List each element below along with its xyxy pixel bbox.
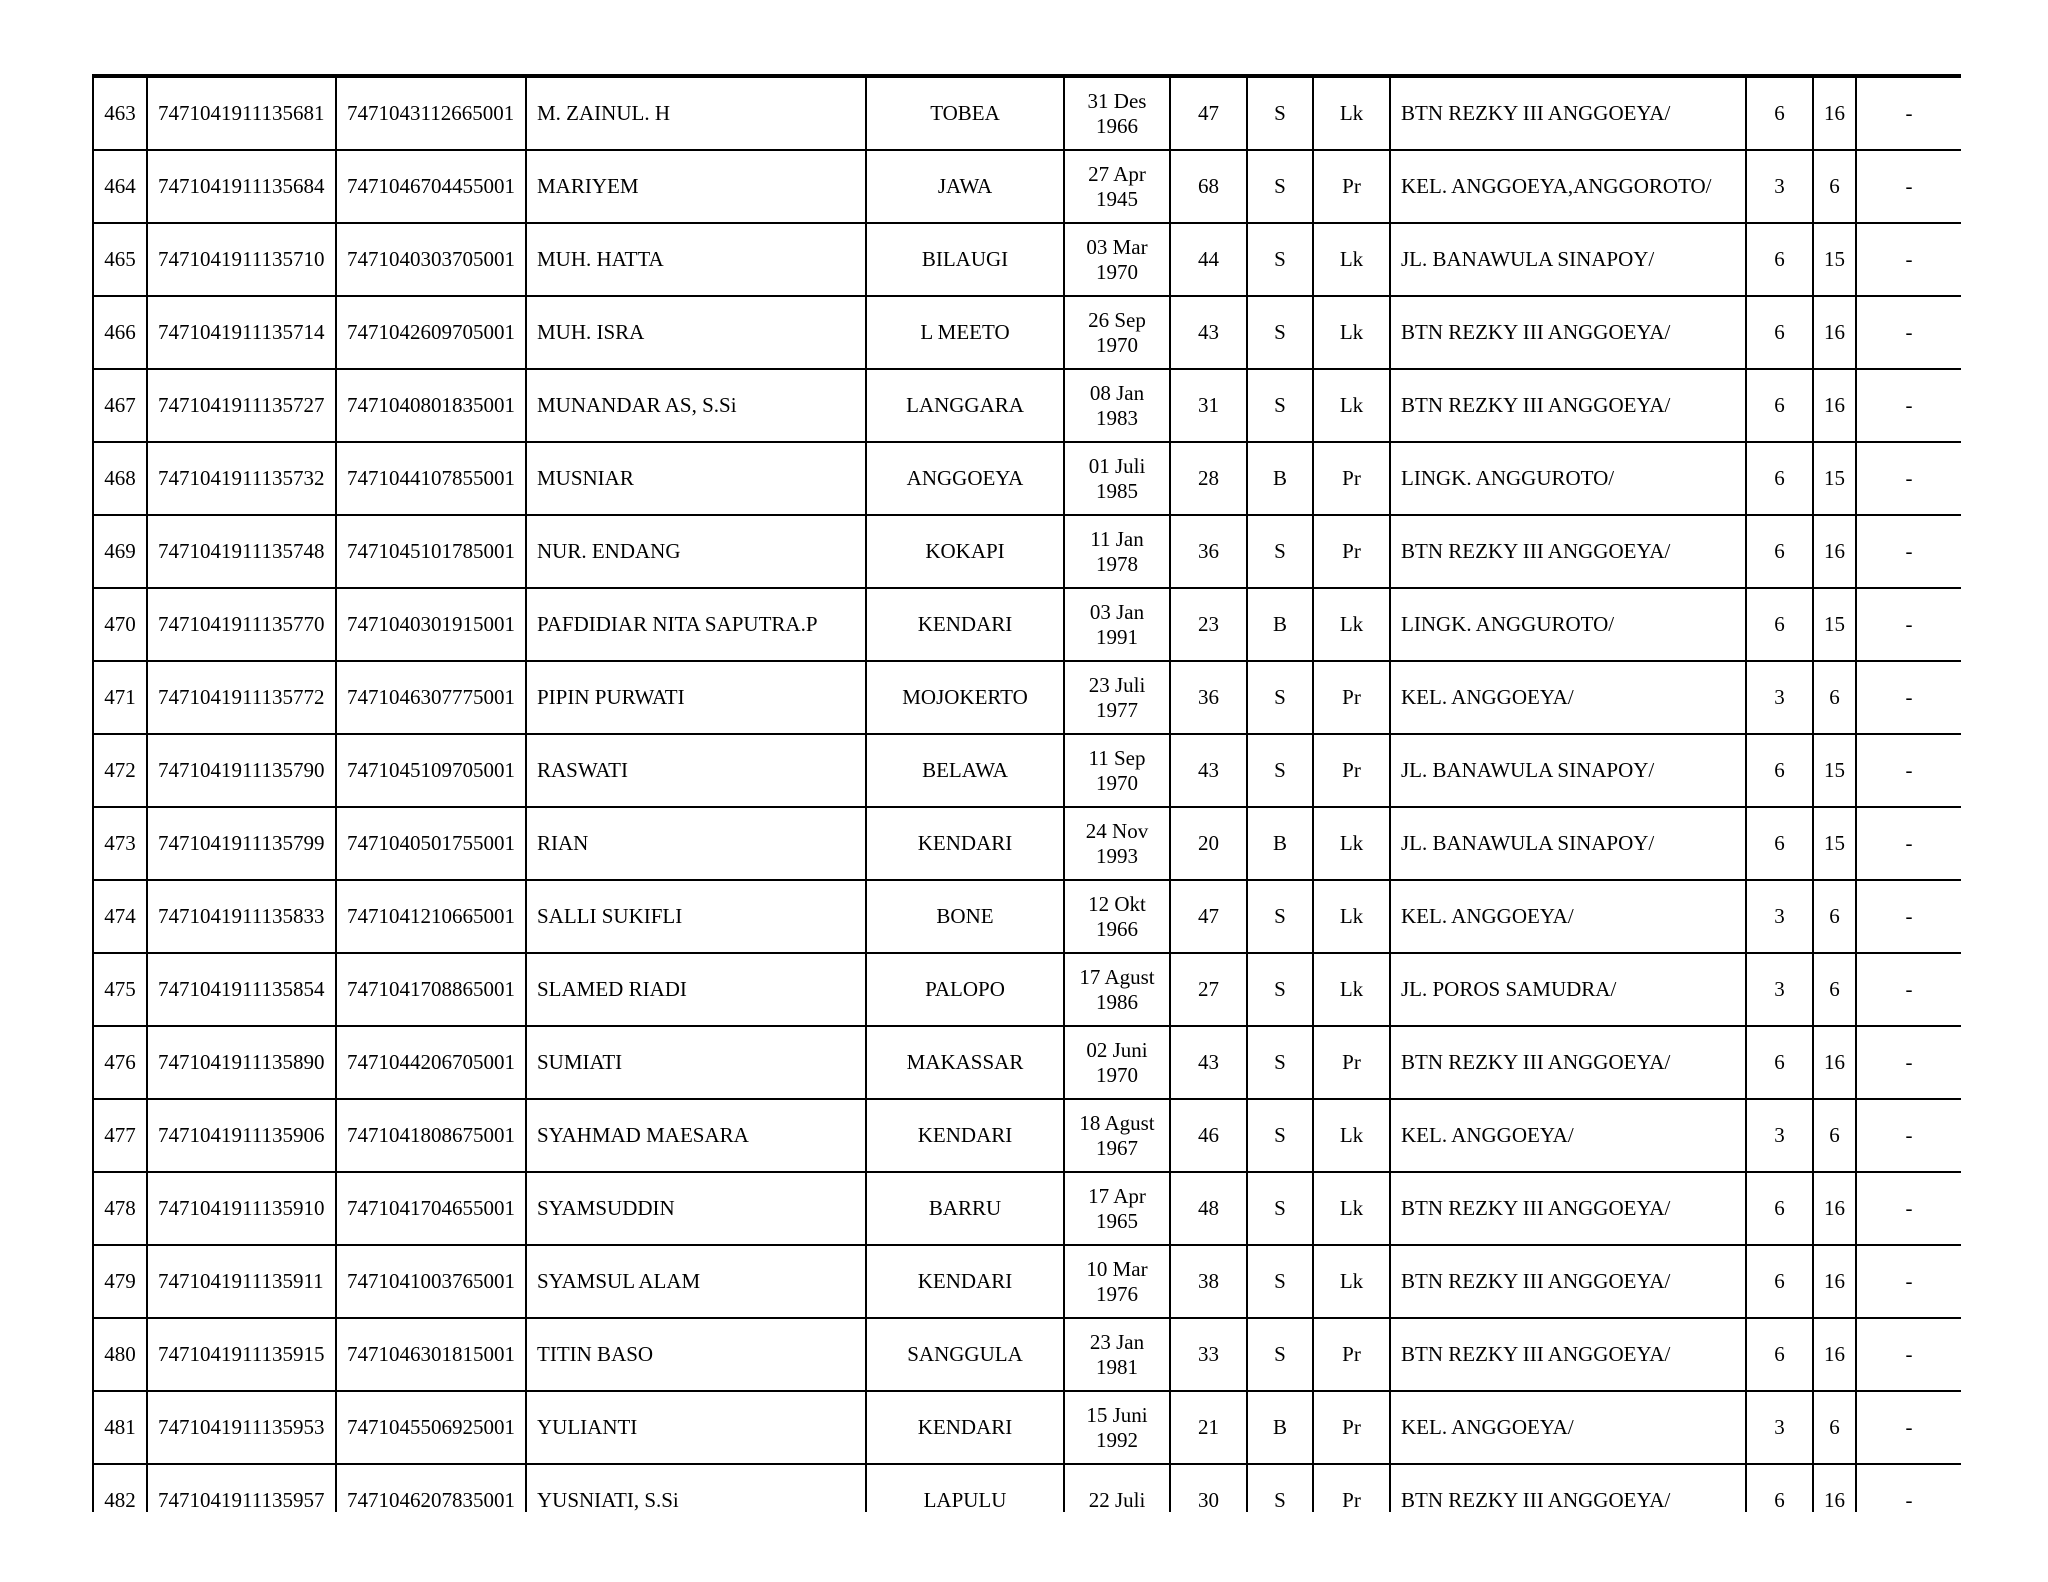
cell-nik: 7471043112665001	[336, 77, 526, 150]
cell-birthplace: ANGGOEYA	[866, 442, 1064, 515]
cell-marital-status: S	[1247, 880, 1313, 953]
cell-rt: 6	[1746, 1318, 1813, 1391]
cell-nkk: 7471041911135772	[147, 661, 336, 734]
cell-rw: 16	[1813, 1245, 1856, 1318]
cell-remarks: -	[1856, 661, 1961, 734]
cell-address: BTN REZKY III ANGGOEYA/	[1390, 1245, 1746, 1318]
cell-birthplace: MAKASSAR	[866, 1026, 1064, 1099]
cell-birthplace: BONE	[866, 880, 1064, 953]
cell-nik: 7471046704455001	[336, 150, 526, 223]
cell-name: MUH. ISRA	[526, 296, 866, 369]
cell-name: SALLI SUKIFLI	[526, 880, 866, 953]
cell-nik: 7471044107855001	[336, 442, 526, 515]
voter-list-sheet	[92, 76, 1961, 1512]
cell-row-number: 474	[93, 880, 147, 953]
cell-nik: 7471041003765001	[336, 1245, 526, 1318]
cell-birthplace: KENDARI	[866, 1099, 1064, 1172]
cell-age: 47	[1170, 77, 1247, 150]
cell-remarks: -	[1856, 515, 1961, 588]
table-row	[93, 296, 1961, 369]
cell-birthdate: 22 Juli	[1064, 1464, 1170, 1512]
table-row	[93, 588, 1961, 661]
cell-rw: 16	[1813, 1464, 1856, 1512]
cell-age: 68	[1170, 150, 1247, 223]
cell-marital-status: S	[1247, 150, 1313, 223]
cell-birthplace: LAPULU	[866, 1464, 1064, 1512]
cell-birthdate: 24 Nov 1993	[1064, 807, 1170, 880]
cell-nik: 7471041210665001	[336, 880, 526, 953]
cell-birthplace: BELAWA	[866, 734, 1064, 807]
cell-gender: Pr	[1313, 150, 1390, 223]
cell-address: KEL. ANGGOEYA/	[1390, 880, 1746, 953]
cell-marital-status: S	[1247, 1245, 1313, 1318]
cell-name: YUSNIATI, S.Si	[526, 1464, 866, 1512]
cell-gender: Pr	[1313, 734, 1390, 807]
cell-rw: 16	[1813, 1026, 1856, 1099]
cell-remarks: -	[1856, 953, 1961, 1026]
cell-rt: 3	[1746, 150, 1813, 223]
cell-name: M. ZAINUL. H	[526, 77, 866, 150]
cell-name: SLAMED RIADI	[526, 953, 866, 1026]
cell-remarks: -	[1856, 880, 1961, 953]
cell-rt: 3	[1746, 661, 1813, 734]
cell-nkk: 7471041911135953	[147, 1391, 336, 1464]
cell-nik: 7471045109705001	[336, 734, 526, 807]
cell-row-number: 468	[93, 442, 147, 515]
cell-remarks: -	[1856, 150, 1961, 223]
cell-marital-status: S	[1247, 1026, 1313, 1099]
cell-birthdate: 23 Juli 1977	[1064, 661, 1170, 734]
cell-birthplace: PALOPO	[866, 953, 1064, 1026]
cell-rw: 16	[1813, 515, 1856, 588]
cell-birthplace: KENDARI	[866, 1245, 1064, 1318]
cell-row-number: 469	[93, 515, 147, 588]
cell-nkk: 7471041911135890	[147, 1026, 336, 1099]
cell-rt: 6	[1746, 369, 1813, 442]
cell-birthplace: KOKAPI	[866, 515, 1064, 588]
cell-birthdate: 31 Des 1966	[1064, 77, 1170, 150]
cell-name: RIAN	[526, 807, 866, 880]
cell-age: 36	[1170, 661, 1247, 734]
cell-marital-status: S	[1247, 1099, 1313, 1172]
cell-marital-status: B	[1247, 1391, 1313, 1464]
cell-name: SYAHMAD MAESARA	[526, 1099, 866, 1172]
cell-rt: 3	[1746, 953, 1813, 1026]
cell-birthdate: 23 Jan 1981	[1064, 1318, 1170, 1391]
cell-marital-status: S	[1247, 296, 1313, 369]
cell-birthdate: 27 Apr 1945	[1064, 150, 1170, 223]
cell-birthplace: TOBEA	[866, 77, 1064, 150]
cell-marital-status: S	[1247, 369, 1313, 442]
cell-birthdate: 12 Okt 1966	[1064, 880, 1170, 953]
cell-nik: 7471046301815001	[336, 1318, 526, 1391]
cell-name: SYAMSUDDIN	[526, 1172, 866, 1245]
cell-marital-status: S	[1247, 77, 1313, 150]
cell-address: BTN REZKY III ANGGOEYA/	[1390, 515, 1746, 588]
cell-remarks: -	[1856, 296, 1961, 369]
cell-address: LINGK. ANGGUROTO/	[1390, 588, 1746, 661]
cell-nik: 7471046207835001	[336, 1464, 526, 1512]
cell-gender: Pr	[1313, 1391, 1390, 1464]
cell-row-number: 463	[93, 77, 147, 150]
cell-address: JL. BANAWULA SINAPOY/	[1390, 807, 1746, 880]
cell-birthdate: 15 Juni 1992	[1064, 1391, 1170, 1464]
cell-marital-status: B	[1247, 588, 1313, 661]
cell-age: 38	[1170, 1245, 1247, 1318]
table-row	[93, 880, 1961, 953]
cell-row-number: 472	[93, 734, 147, 807]
cell-birthdate: 18 Agust 1967	[1064, 1099, 1170, 1172]
cell-gender: Lk	[1313, 296, 1390, 369]
cell-row-number: 475	[93, 953, 147, 1026]
cell-rt: 6	[1746, 515, 1813, 588]
cell-birthdate: 11 Sep 1970	[1064, 734, 1170, 807]
cell-name: MUSNIAR	[526, 442, 866, 515]
table-row	[93, 1172, 1961, 1245]
table-row	[93, 77, 1961, 150]
cell-name: RASWATI	[526, 734, 866, 807]
cell-age: 43	[1170, 1026, 1247, 1099]
cell-age: 44	[1170, 223, 1247, 296]
cell-rt: 6	[1746, 1245, 1813, 1318]
cell-nkk: 7471041911135710	[147, 223, 336, 296]
cell-rt: 6	[1746, 734, 1813, 807]
cell-address: BTN REZKY III ANGGOEYA/	[1390, 1172, 1746, 1245]
cell-age: 47	[1170, 880, 1247, 953]
cell-age: 27	[1170, 953, 1247, 1026]
cell-address: BTN REZKY III ANGGOEYA/	[1390, 77, 1746, 150]
cell-birthdate: 10 Mar 1976	[1064, 1245, 1170, 1318]
cell-gender: Pr	[1313, 1464, 1390, 1512]
cell-birthplace: JAWA	[866, 150, 1064, 223]
cell-gender: Lk	[1313, 880, 1390, 953]
cell-age: 36	[1170, 515, 1247, 588]
cell-name: MUH. HATTA	[526, 223, 866, 296]
voter-table	[92, 76, 1961, 1512]
cell-gender: Lk	[1313, 807, 1390, 880]
cell-rw: 6	[1813, 150, 1856, 223]
cell-marital-status: S	[1247, 1318, 1313, 1391]
cell-rw: 15	[1813, 588, 1856, 661]
table-row	[93, 1391, 1961, 1464]
cell-remarks: -	[1856, 1464, 1961, 1512]
cell-nik: 7471040801835001	[336, 369, 526, 442]
cell-rt: 6	[1746, 1026, 1813, 1099]
cell-row-number: 465	[93, 223, 147, 296]
cell-row-number: 476	[93, 1026, 147, 1099]
table-row	[93, 1245, 1961, 1318]
cell-gender: Lk	[1313, 588, 1390, 661]
cell-gender: Lk	[1313, 1099, 1390, 1172]
cell-row-number: 478	[93, 1172, 147, 1245]
cell-remarks: -	[1856, 1026, 1961, 1099]
cell-rt: 6	[1746, 223, 1813, 296]
cell-age: 33	[1170, 1318, 1247, 1391]
cell-nik: 7471041808675001	[336, 1099, 526, 1172]
cell-address: BTN REZKY III ANGGOEYA/	[1390, 1318, 1746, 1391]
table-row	[93, 1464, 1961, 1512]
cell-age: 23	[1170, 588, 1247, 661]
cell-gender: Lk	[1313, 953, 1390, 1026]
cell-rt: 6	[1746, 807, 1813, 880]
cell-remarks: -	[1856, 588, 1961, 661]
cell-rw: 16	[1813, 369, 1856, 442]
cell-row-number: 479	[93, 1245, 147, 1318]
cell-rt: 3	[1746, 880, 1813, 953]
cell-rw: 16	[1813, 77, 1856, 150]
cell-remarks: -	[1856, 734, 1961, 807]
cell-nik: 7471040303705001	[336, 223, 526, 296]
cell-row-number: 482	[93, 1464, 147, 1512]
table-row	[93, 661, 1961, 734]
cell-gender: Lk	[1313, 77, 1390, 150]
cell-nkk: 7471041911135684	[147, 150, 336, 223]
cell-rw: 15	[1813, 223, 1856, 296]
cell-name: TITIN BASO	[526, 1318, 866, 1391]
cell-marital-status: S	[1247, 734, 1313, 807]
table-row	[93, 1318, 1961, 1391]
cell-name: MARIYEM	[526, 150, 866, 223]
cell-birthplace: BARRU	[866, 1172, 1064, 1245]
table-row	[93, 442, 1961, 515]
cell-row-number: 464	[93, 150, 147, 223]
cell-rw: 16	[1813, 1318, 1856, 1391]
cell-gender: Lk	[1313, 1172, 1390, 1245]
cell-gender: Pr	[1313, 515, 1390, 588]
cell-age: 21	[1170, 1391, 1247, 1464]
cell-nkk: 7471041911135727	[147, 369, 336, 442]
cell-address: BTN REZKY III ANGGOEYA/	[1390, 369, 1746, 442]
cell-marital-status: B	[1247, 442, 1313, 515]
cell-remarks: -	[1856, 1172, 1961, 1245]
cell-nkk: 7471041911135906	[147, 1099, 336, 1172]
cell-rt: 6	[1746, 1172, 1813, 1245]
cell-remarks: -	[1856, 223, 1961, 296]
table-row	[93, 369, 1961, 442]
cell-name: PAFDIDIAR NITA SAPUTRA.P	[526, 588, 866, 661]
cell-marital-status: S	[1247, 661, 1313, 734]
cell-gender: Pr	[1313, 1026, 1390, 1099]
table-row	[93, 1099, 1961, 1172]
cell-nkk: 7471041911135854	[147, 953, 336, 1026]
cell-birthdate: 03 Jan 1991	[1064, 588, 1170, 661]
cell-rw: 6	[1813, 1099, 1856, 1172]
cell-nik: 7471041708865001	[336, 953, 526, 1026]
cell-birthplace: SANGGULA	[866, 1318, 1064, 1391]
cell-gender: Lk	[1313, 369, 1390, 442]
cell-marital-status: S	[1247, 1464, 1313, 1512]
table-row	[93, 223, 1961, 296]
cell-remarks: -	[1856, 1318, 1961, 1391]
cell-rw: 6	[1813, 880, 1856, 953]
cell-rw: 16	[1813, 296, 1856, 369]
table-row	[93, 150, 1961, 223]
cell-rw: 15	[1813, 734, 1856, 807]
table-row	[93, 734, 1961, 807]
cell-row-number: 466	[93, 296, 147, 369]
cell-age: 43	[1170, 296, 1247, 369]
cell-marital-status: B	[1247, 807, 1313, 880]
cell-birthplace: KENDARI	[866, 1391, 1064, 1464]
cell-address: KEL. ANGGOEYA/	[1390, 661, 1746, 734]
cell-marital-status: S	[1247, 953, 1313, 1026]
cell-nkk: 7471041911135833	[147, 880, 336, 953]
cell-row-number: 471	[93, 661, 147, 734]
cell-row-number: 473	[93, 807, 147, 880]
cell-birthplace: LANGGARA	[866, 369, 1064, 442]
cell-nik: 7471045506925001	[336, 1391, 526, 1464]
cell-birthdate: 01 Juli 1985	[1064, 442, 1170, 515]
cell-gender: Pr	[1313, 442, 1390, 515]
cell-age: 28	[1170, 442, 1247, 515]
cell-age: 48	[1170, 1172, 1247, 1245]
cell-birthdate: 08 Jan 1983	[1064, 369, 1170, 442]
cell-nkk: 7471041911135681	[147, 77, 336, 150]
cell-name: YULIANTI	[526, 1391, 866, 1464]
cell-nik: 7471046307775001	[336, 661, 526, 734]
cell-rt: 3	[1746, 1099, 1813, 1172]
cell-rw: 16	[1813, 1172, 1856, 1245]
cell-address: LINGK. ANGGUROTO/	[1390, 442, 1746, 515]
cell-birthplace: BILAUGI	[866, 223, 1064, 296]
cell-rt: 6	[1746, 442, 1813, 515]
cell-rw: 15	[1813, 442, 1856, 515]
cell-nkk: 7471041911135732	[147, 442, 336, 515]
cell-remarks: -	[1856, 1391, 1961, 1464]
cell-address: KEL. ANGGOEYA/	[1390, 1099, 1746, 1172]
cell-nkk: 7471041911135957	[147, 1464, 336, 1512]
cell-age: 46	[1170, 1099, 1247, 1172]
cell-nkk: 7471041911135714	[147, 296, 336, 369]
cell-nik: 7471041704655001	[336, 1172, 526, 1245]
cell-rw: 15	[1813, 807, 1856, 880]
cell-row-number: 467	[93, 369, 147, 442]
cell-age: 20	[1170, 807, 1247, 880]
cell-address: KEL. ANGGOEYA,ANGGOROTO/	[1390, 150, 1746, 223]
cell-name: PIPIN PURWATI	[526, 661, 866, 734]
cell-birthdate: 03 Mar 1970	[1064, 223, 1170, 296]
cell-nik: 7471040301915001	[336, 588, 526, 661]
cell-nkk: 7471041911135910	[147, 1172, 336, 1245]
table-row	[93, 515, 1961, 588]
cell-nkk: 7471041911135790	[147, 734, 336, 807]
cell-age: 43	[1170, 734, 1247, 807]
cell-row-number: 470	[93, 588, 147, 661]
cell-birthdate: 17 Apr 1965	[1064, 1172, 1170, 1245]
cell-rt: 6	[1746, 296, 1813, 369]
cell-birthplace: L MEETO	[866, 296, 1064, 369]
cell-nkk: 7471041911135799	[147, 807, 336, 880]
cell-age: 30	[1170, 1464, 1247, 1512]
cell-nik: 7471042609705001	[336, 296, 526, 369]
cell-name: SUMIATI	[526, 1026, 866, 1099]
cell-rt: 6	[1746, 77, 1813, 150]
cell-remarks: -	[1856, 77, 1961, 150]
cell-birthdate: 02 Juni 1970	[1064, 1026, 1170, 1099]
cell-marital-status: S	[1247, 515, 1313, 588]
cell-birthplace: KENDARI	[866, 807, 1064, 880]
cell-rw: 6	[1813, 661, 1856, 734]
cell-nkk: 7471041911135748	[147, 515, 336, 588]
cell-gender: Lk	[1313, 1245, 1390, 1318]
cell-birthplace: MOJOKERTO	[866, 661, 1064, 734]
cell-birthdate: 26 Sep 1970	[1064, 296, 1170, 369]
cell-row-number: 477	[93, 1099, 147, 1172]
cell-remarks: -	[1856, 1099, 1961, 1172]
cell-rt: 3	[1746, 1391, 1813, 1464]
cell-gender: Lk	[1313, 223, 1390, 296]
cell-rt: 6	[1746, 1464, 1813, 1512]
table-row	[93, 1026, 1961, 1099]
cell-address: JL. BANAWULA SINAPOY/	[1390, 223, 1746, 296]
cell-row-number: 480	[93, 1318, 147, 1391]
cell-remarks: -	[1856, 807, 1961, 880]
cell-nik: 7471044206705001	[336, 1026, 526, 1099]
cell-nik: 7471040501755001	[336, 807, 526, 880]
cell-address: KEL. ANGGOEYA/	[1390, 1391, 1746, 1464]
cell-marital-status: S	[1247, 1172, 1313, 1245]
cell-birthdate: 17 Agust 1986	[1064, 953, 1170, 1026]
cell-gender: Pr	[1313, 661, 1390, 734]
cell-birthdate: 11 Jan 1978	[1064, 515, 1170, 588]
cell-nkk: 7471041911135770	[147, 588, 336, 661]
cell-name: MUNANDAR AS, S.Si	[526, 369, 866, 442]
cell-remarks: -	[1856, 369, 1961, 442]
cell-rt: 6	[1746, 588, 1813, 661]
cell-row-number: 481	[93, 1391, 147, 1464]
cell-gender: Pr	[1313, 1318, 1390, 1391]
cell-rw: 6	[1813, 1391, 1856, 1464]
cell-nkk: 7471041911135911	[147, 1245, 336, 1318]
table-row	[93, 807, 1961, 880]
table-body	[93, 77, 1961, 1512]
cell-address: BTN REZKY III ANGGOEYA/	[1390, 1464, 1746, 1512]
cell-birthplace: KENDARI	[866, 588, 1064, 661]
cell-address: JL. POROS SAMUDRA/	[1390, 953, 1746, 1026]
cell-rw: 6	[1813, 953, 1856, 1026]
cell-nkk: 7471041911135915	[147, 1318, 336, 1391]
cell-address: BTN REZKY III ANGGOEYA/	[1390, 296, 1746, 369]
cell-address: JL. BANAWULA SINAPOY/	[1390, 734, 1746, 807]
cell-address: BTN REZKY III ANGGOEYA/	[1390, 1026, 1746, 1099]
cell-nik: 7471045101785001	[336, 515, 526, 588]
table-row	[93, 953, 1961, 1026]
cell-name: SYAMSUL ALAM	[526, 1245, 866, 1318]
cell-remarks: -	[1856, 1245, 1961, 1318]
cell-age: 31	[1170, 369, 1247, 442]
cell-marital-status: S	[1247, 223, 1313, 296]
cell-name: NUR. ENDANG	[526, 515, 866, 588]
cell-remarks: -	[1856, 442, 1961, 515]
